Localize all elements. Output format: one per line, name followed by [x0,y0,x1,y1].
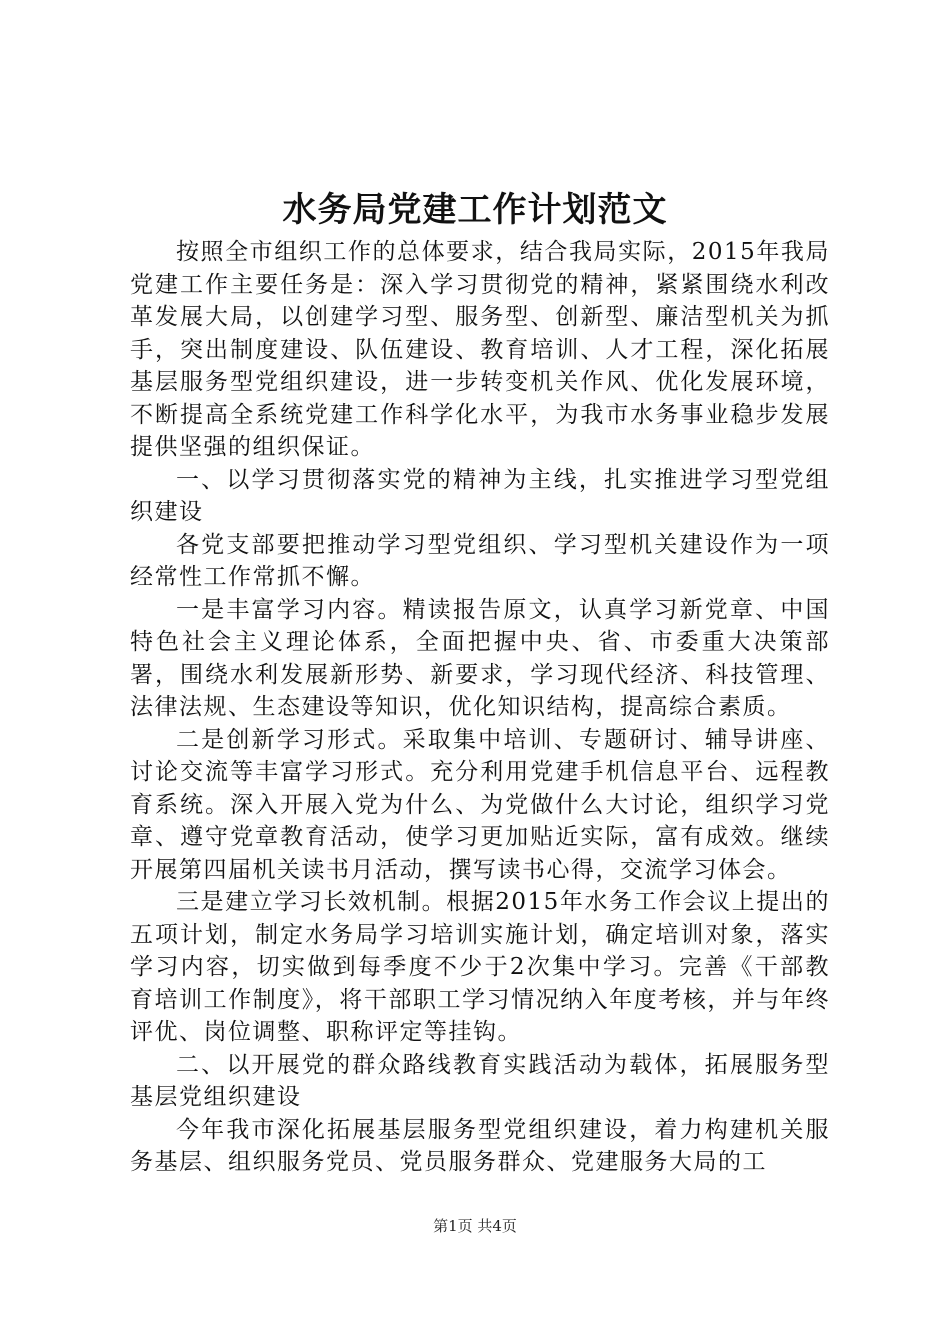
paragraph-learning-mechanism: 三是建立学习长效机制。根据2015年水务工作会议上提出的五项计划，制定水务局学习培训实施计划，确定培训对象，落实学习内容，切实做到每季度不少于2次集中学习。完善《干部教育培训工作制度》，将干部职工学习情况纳入年度考核，并与年终评优、岗位调整、职称评定等挂钩。 [130,889,830,1045]
paragraph-section2-intro: 今年我市深化拓展基层服务型党组织建设，着力构建机关服务基层、组织服务党员、党员服务群众、党建服务大局的工 [130,1116,830,1175]
paragraph-section1-intro: 各党支部要把推动学习型党组织、学习型机关建设作为一项经常性工作常抓不懈。 [130,531,830,590]
paragraph-intro: 按照全市组织工作的总体要求，结合我局实际，2015年我局党建工作主要任务是：深入学习贯彻党的精神，紧紧围绕水利改革发展大局，以创建学习型、服务型、创新型、廉洁型机关为抓手，突出制度建设、队伍建设、教育培训、人才工程，深化拓展基层服务型党组织建设，进一步转变机关作风、优化发展环境，不断提高全系统党建工作科学化水平，为我市水务事业稳步发展提供坚强的组织保证。 [130,239,830,460]
section-heading-2: 二、以开展党的群众路线教育实践活动为载体，拓展服务型基层党组织建设 [130,1051,830,1110]
document-body [130,236,830,1179]
document-title: 水务局党建工作计划范文 [282,190,668,230]
paragraph-learning-content: 一是丰富学习内容。精读报告原文，认真学习新党章、中国特色社会主义理论体系，全面把握中央、省、市委重大决策部署，围绕水利发展新形势、新要求，学习现代经济、科技管理、法律法规、生态建设等知识，优化知识结构，提高综合素质。 [130,596,830,720]
page-footer: 第1页 共4页 [433,1217,517,1235]
paragraph-learning-form: 二是创新学习形式。采取集中培训、专题研讨、辅导讲座、讨论交流等丰富学习形式。充分利用党建手机信息平台、远程教育系统。深入开展入党为什么、为党做什么大讨论，组织学习党章、遵守党章教育活动，使学习更加贴近实际，富有成效。继续开展第四届机关读书月活动，撰写读书心得，交流学习体会。 [130,726,830,883]
section-heading-1: 一、以学习贯彻落实党的精神为主线，扎实推进学习型党组织建设 [130,466,830,525]
